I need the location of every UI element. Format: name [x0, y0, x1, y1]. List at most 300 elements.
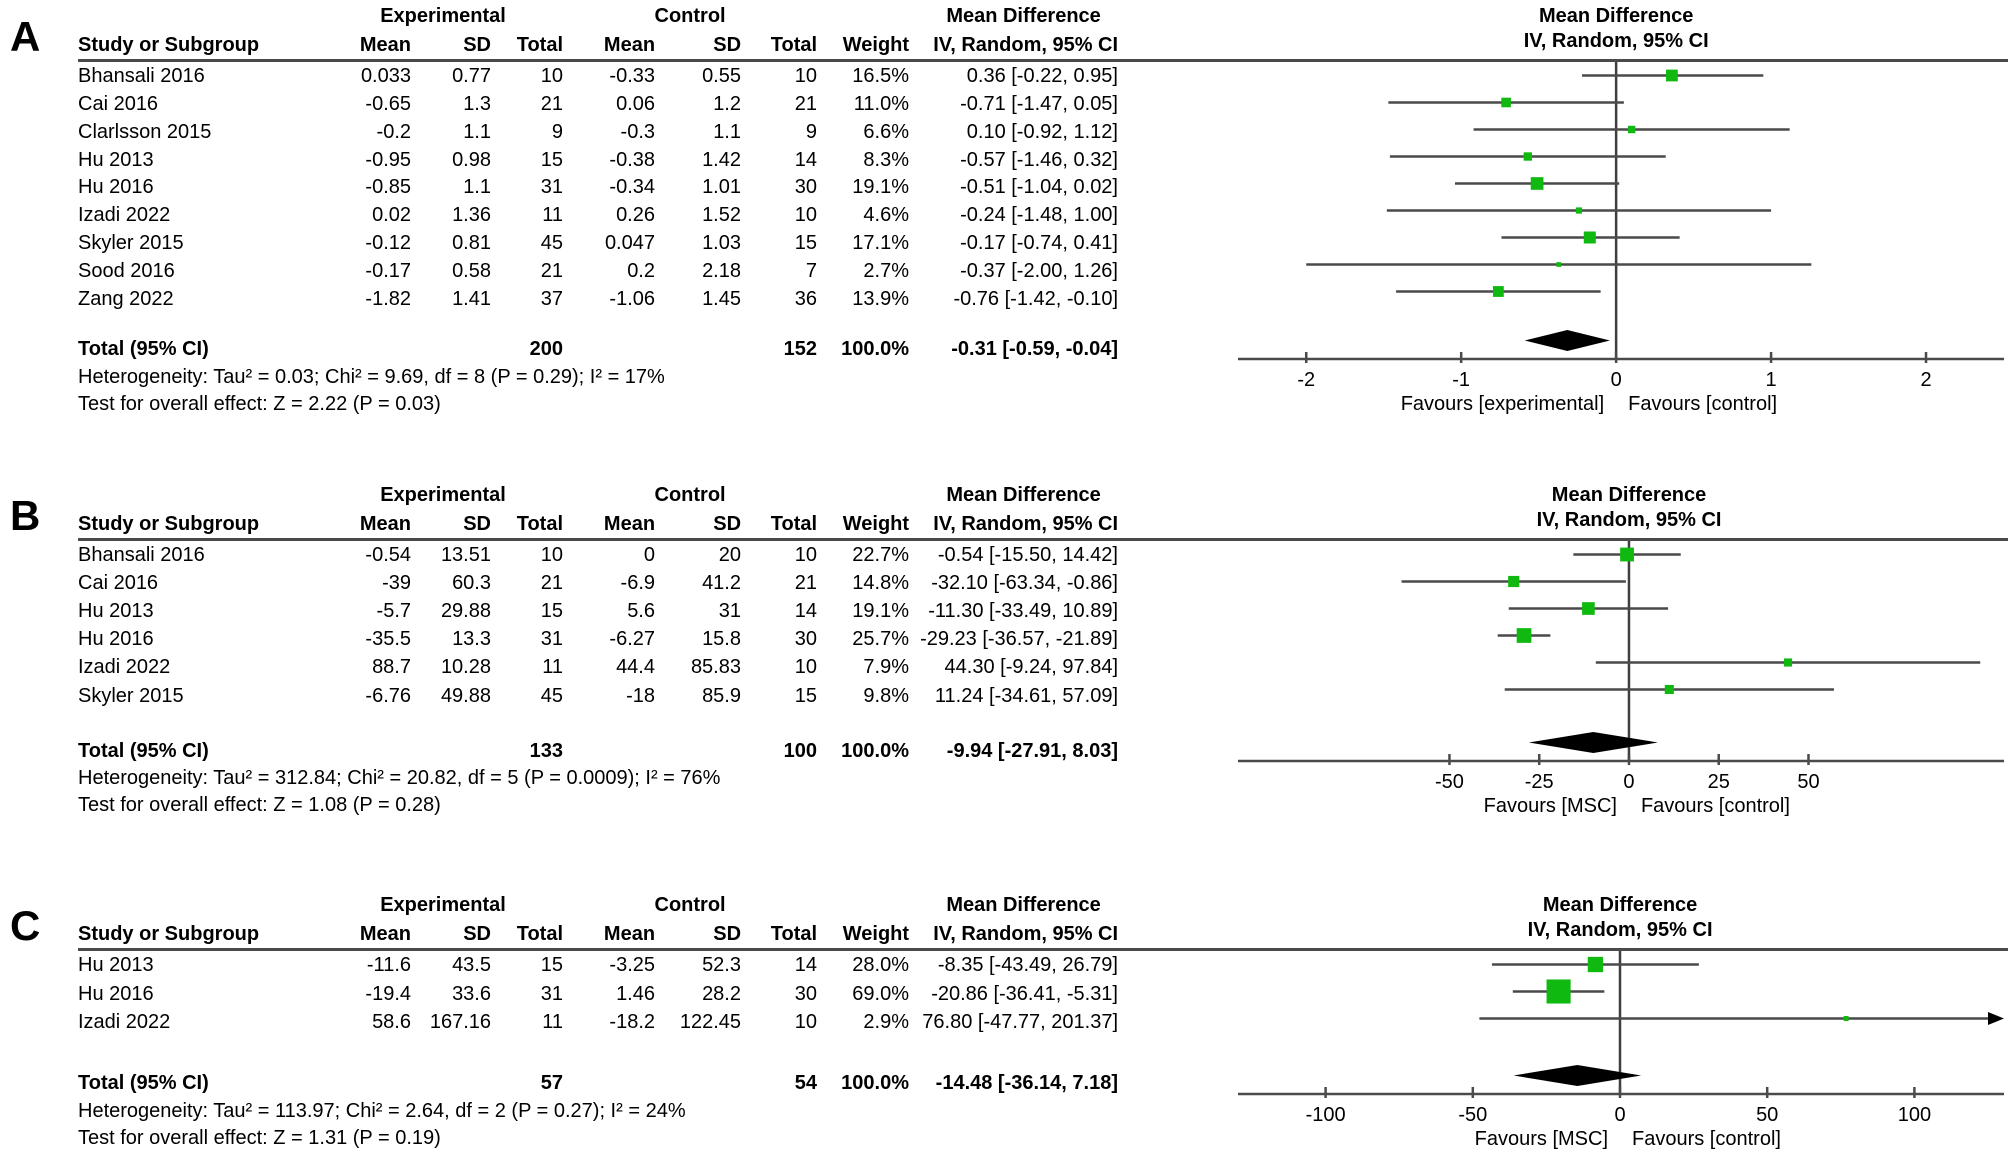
cell-ctrl-total: 30: [794, 628, 817, 651]
col-header-exp-sd: SD: [463, 33, 491, 56]
cell-ctrl-sd: [655, 737, 741, 765]
cell-exp-sd: 33.6: [452, 982, 491, 1005]
study-row: [78, 980, 1238, 1009]
cell-ctrl-sd: 1.42: [702, 148, 741, 171]
cell-ctrl-total: 36: [794, 287, 817, 310]
favours-right-label: Favours [control]: [1628, 393, 1778, 415]
cell-exp-mean: [323, 1068, 411, 1097]
heterogeneity-note: Heterogeneity: Tau² = 0.03; Chi² = 9.69, df = 8 (P = 0.29); I² = 17%: [78, 365, 665, 388]
forest-plot-c: [1238, 951, 2008, 1152]
cell-weight: 19.1%: [852, 176, 909, 199]
study-name: Hu 2013: [78, 600, 154, 623]
cell-ctrl-sd: 28.2: [702, 982, 741, 1005]
cell-exp-mean: -11.6: [366, 954, 411, 977]
cell-weight: 8.3%: [863, 148, 909, 171]
plot-row: [1396, 286, 1601, 297]
col-header-exp-mean: Mean: [359, 512, 411, 535]
col-header-exp-mean: Mean: [359, 922, 411, 945]
cell-ctrl-mean: -0.3: [620, 120, 655, 143]
cell-exp-mean: -0.54: [365, 544, 411, 567]
cell-exp-total: 31: [540, 176, 563, 199]
col-header-ctrl-total: Total: [770, 33, 818, 56]
cell-exp-total: 9: [551, 120, 563, 143]
cell-ci: -0.24 [-1.48, 1.00]: [960, 204, 1118, 227]
col-header-ctrl-sd: SD: [713, 922, 742, 945]
cell-exp-mean: -5.7: [376, 600, 411, 623]
cell-ctrl-total: 10: [794, 1011, 817, 1034]
study-name: Hu 2013: [78, 148, 154, 171]
total-diamond: [1514, 1065, 1642, 1086]
col-header-exp-mean: Mean: [359, 33, 411, 56]
cell-ctrl-sd: 41.2: [702, 572, 741, 595]
study-row: [78, 90, 1238, 118]
axis-tick-label: 50: [1797, 771, 1820, 793]
plot-row: [1306, 262, 1811, 267]
plot-area: [1238, 951, 2008, 1152]
panel-header: [78, 481, 2008, 541]
axis-tick-label: 1: [1765, 369, 1777, 391]
axis-tick-label: -100: [1305, 1104, 1346, 1126]
study-table-header: [78, 2, 1238, 59]
col-header-ctrl-mean: Mean: [603, 922, 656, 945]
cell-weight: 14.8%: [852, 572, 909, 595]
cell-exp-sd: 1.36: [452, 204, 491, 227]
col-header-ctrl-total: Total: [770, 512, 818, 535]
study-row: [78, 682, 1238, 710]
column-header-row: [78, 920, 1238, 949]
panel-a: [0, 2, 2008, 417]
favours-left-label: Favours [MSC]: [1474, 1128, 1608, 1150]
favours-right-label: Favours [control]: [1632, 1128, 1781, 1150]
mean-marker: [1582, 602, 1595, 615]
spacer-row: [78, 710, 1238, 737]
plot-title-line1: Mean Difference: [1551, 484, 1707, 506]
mean-marker: [1556, 262, 1561, 267]
study-table: [78, 541, 1238, 819]
study-name: Hu 2016: [78, 982, 154, 1005]
cell-ctrl-sd: 1.45: [702, 287, 741, 310]
cell-weight: 16.5%: [852, 64, 909, 87]
mean-marker: [1493, 286, 1504, 297]
study-name: Clarlsson 2015: [78, 120, 212, 143]
cell-exp-total: 11: [542, 656, 563, 679]
group-header-spacer: [78, 2, 323, 31]
cell-ci: 76.80 [-47.77, 201.37]: [922, 1011, 1118, 1034]
cell-ci: -9.94 [-27.91, 8.03]: [946, 739, 1118, 762]
plot-title-line1: Mean Difference: [1538, 5, 1694, 27]
cell-exp-total: 21: [540, 572, 563, 595]
cell-ctrl-total: 9: [805, 120, 817, 143]
cell-ctrl-sd: [655, 1068, 741, 1097]
cell-ctrl-mean: -0.34: [609, 176, 655, 199]
mean-marker: [1620, 548, 1634, 562]
study-name: Hu 2016: [78, 628, 154, 651]
cell-exp-sd: 0.81: [452, 232, 491, 255]
axis-tick-label: 0: [1610, 369, 1622, 391]
col-header-ctrl-sd: SD: [713, 33, 742, 56]
heterogeneity-row: [78, 363, 1238, 390]
mean-marker: [1501, 98, 1511, 108]
cell-exp-total: 200: [529, 338, 563, 361]
cell-ctrl-total: 21: [794, 92, 817, 115]
column-header-row: [78, 510, 1238, 539]
study-name: Sood 2016: [78, 259, 175, 282]
cell-ci: 0.10 [-0.92, 1.12]: [966, 120, 1118, 143]
cell-ctrl-mean: 1.46: [616, 982, 655, 1005]
total-row: [78, 335, 1238, 363]
cell-ctrl-mean: 0: [643, 544, 655, 567]
cell-exp-total: 31: [540, 982, 563, 1005]
plot-row: [1474, 126, 1790, 133]
study-row: [78, 541, 1238, 569]
cell-exp-mean: -35.5: [365, 628, 411, 651]
cell-ci: -32.10 [-63.34, -0.86]: [931, 572, 1118, 595]
cell-exp-total: 21: [540, 259, 563, 282]
cell-ctrl-total: 10: [794, 544, 817, 567]
cell-ctrl-mean: [563, 1068, 655, 1097]
study-name: Skyler 2015: [78, 684, 184, 707]
plot-row: [1387, 207, 1771, 213]
cell-exp-sd: 13.51: [440, 544, 491, 567]
cell-exp-mean: -1.82: [365, 287, 411, 310]
group-header-spacer: [817, 891, 909, 920]
cell-exp-sd: 43.5: [452, 954, 491, 977]
heterogeneity-note: Heterogeneity: Tau² = 312.84; Chi² = 20.82, df = 5 (P = 0.0009); I² = 76%: [78, 767, 721, 790]
overall-effect-note: Test for overall effect: Z = 1.31 (P = 0.19): [78, 1127, 441, 1150]
cell-ctrl-mean: 0.047: [604, 232, 655, 255]
cell-ctrl-mean: -6.9: [620, 572, 655, 595]
cell-exp-mean: -0.85: [365, 176, 411, 199]
overall-effect-row: [78, 1124, 1238, 1152]
cell-exp-sd: 1.41: [452, 287, 491, 310]
total-diamond: [1529, 732, 1658, 753]
plot-title-line2: IV, Random, 95% CI: [1523, 30, 1709, 52]
cell-ctrl-mean: -1.06: [609, 287, 655, 310]
plot-row: [1582, 70, 1763, 82]
col-header-ci: IV, Random, 95% CI: [933, 922, 1119, 945]
cell-ctrl-sd: 31: [718, 600, 741, 623]
cell-ci: 11.24 [-34.61, 57.09]: [934, 684, 1118, 707]
cell-ci: -0.76 [-1.42, -0.10]: [953, 287, 1118, 310]
cell-exp-total: 10: [540, 544, 563, 567]
cell-weight: 13.9%: [852, 287, 909, 310]
forest-plot-a: [1238, 62, 2008, 417]
cell-exp-total: 31: [540, 628, 563, 651]
cell-ctrl-mean: -0.38: [609, 148, 655, 171]
mean-marker: [1784, 658, 1792, 666]
heterogeneity-row: [78, 765, 1238, 792]
cell-ctrl-sd: 1.01: [702, 176, 741, 199]
spacer-row: [78, 313, 1238, 336]
cell-ci: -14.48 [-36.14, 7.18]: [935, 1071, 1118, 1094]
study-name: Bhansali 2016: [78, 64, 205, 87]
col-header-ci: IV, Random, 95% CI: [933, 33, 1119, 56]
panel-content: [78, 891, 2008, 1152]
study-name: Hu 2016: [78, 176, 154, 199]
panel-header: [78, 2, 2008, 62]
cell-weight: 69.0%: [852, 982, 909, 1005]
panel-c: [0, 891, 2008, 1152]
plot-row: [1505, 685, 1834, 694]
cell-ctrl-mean: 0.26: [616, 204, 655, 227]
cell-ctrl-sd: 52.3: [702, 954, 741, 977]
cell-ctrl-total: 15: [794, 232, 817, 255]
axis-tick-label: 25: [1707, 771, 1730, 793]
study-table-header: [78, 481, 1238, 538]
group-header-control: Control: [654, 484, 726, 507]
forest-plot-figure: [0, 2, 2008, 1152]
cell-ctrl-total: 14: [794, 954, 817, 977]
group-header-experimental: Experimental: [380, 484, 506, 507]
col-header-weight: Weight: [842, 33, 910, 56]
col-header-ci: IV, Random, 95% CI: [933, 512, 1119, 535]
total-label: Total (95% CI): [78, 739, 209, 762]
study-row: [78, 201, 1238, 229]
group-header-row: [78, 2, 1238, 31]
overall-effect-row: [78, 792, 1238, 819]
cell-exp-mean: 58.6: [372, 1011, 411, 1034]
cell-exp-total: 37: [540, 287, 563, 310]
cell-ctrl-total: 100: [783, 739, 817, 762]
total-label: Total (95% CI): [78, 1071, 209, 1094]
cell-exp-sd: 60.3: [452, 572, 491, 595]
cell-exp-mean: -0.65: [365, 92, 411, 115]
axis-tick-label: -50: [1435, 771, 1464, 793]
group-header-row: [78, 891, 1238, 920]
cell-ci: -0.51 [-1.04, 0.02]: [960, 176, 1118, 199]
axis-tick-label: 0: [1614, 1104, 1626, 1126]
plot-row: [1596, 658, 1980, 666]
study-row: [78, 257, 1238, 285]
panel-content: [78, 481, 2008, 819]
study-name: Cai 2016: [78, 92, 159, 115]
cell-exp-mean: [323, 335, 411, 363]
study-row: [78, 569, 1238, 597]
plot-title-line2: IV, Random, 95% CI: [1536, 509, 1722, 531]
plot-row: [1509, 602, 1668, 615]
group-header-spacer: [817, 2, 909, 31]
cell-ctrl-mean: 0.2: [627, 259, 655, 282]
cell-exp-mean: [323, 737, 411, 765]
panel-content: [78, 2, 2008, 417]
col-header-ctrl-mean: Mean: [603, 512, 656, 535]
cell-exp-sd: 0.98: [452, 148, 491, 171]
cell-ci: -0.17 [-0.74, 0.41]: [960, 232, 1118, 255]
study-table: [78, 951, 1238, 1152]
cell-ctrl-mean: -18.2: [609, 1011, 655, 1034]
cell-ctrl-total: 30: [794, 176, 817, 199]
cell-ci: -0.71 [-1.47, 0.05]: [960, 92, 1118, 115]
cell-ctrl-sd: 1.03: [702, 232, 741, 255]
study-name: Bhansali 2016: [78, 544, 205, 567]
plot-title: [1537, 483, 1722, 533]
axis-tick-label: 50: [1756, 1104, 1779, 1126]
cell-exp-sd: 0.58: [452, 259, 491, 282]
plot-header: [1238, 481, 2008, 538]
panel-letter: B: [10, 492, 41, 539]
axis-tick-label: -2: [1297, 369, 1316, 391]
panel-body: [78, 541, 2008, 819]
cell-ctrl-mean: 5.6: [627, 600, 655, 623]
cell-ctrl-mean: -0.33: [609, 64, 655, 87]
cell-weight: 28.0%: [852, 954, 909, 977]
study-row: [78, 118, 1238, 146]
cell-ci: -0.37 [-2.00, 1.26]: [960, 259, 1118, 282]
group-header-spacer: [817, 481, 909, 510]
plot-title-line1: Mean Difference: [1542, 894, 1698, 916]
study-name: Izadi 2022: [78, 204, 171, 227]
study-row: [78, 625, 1238, 653]
col-header-exp-total: Total: [516, 512, 564, 535]
cell-exp-mean: -0.12: [365, 232, 411, 255]
mean-marker: [1665, 685, 1674, 694]
axis-tick-label: -1: [1452, 369, 1471, 391]
total-label: Total (95% CI): [78, 338, 209, 361]
cell-exp-mean: -39: [382, 572, 411, 595]
study-row: [78, 597, 1238, 625]
col-header-ctrl-mean: Mean: [603, 33, 656, 56]
study-row: [78, 951, 1238, 980]
study-name: Cai 2016: [78, 572, 159, 595]
cell-exp-total: 15: [540, 148, 563, 171]
heterogeneity-row: [78, 1097, 1238, 1125]
plot-title: [1524, 4, 1709, 54]
overall-effect-note: Test for overall effect: Z = 1.08 (P = 0.28): [78, 794, 441, 817]
cell-ctrl-sd: 85.9: [702, 684, 741, 707]
plot-area: [1238, 62, 2008, 417]
column-header-row: [78, 31, 1238, 60]
forest-plot-b: [1238, 541, 2008, 819]
cell-ctrl-total: 30: [794, 982, 817, 1005]
mean-marker: [1584, 232, 1596, 244]
col-header-exp-total: Total: [516, 33, 564, 56]
cell-ctrl-sd: 1.2: [713, 92, 741, 115]
group-header-row: [78, 481, 1238, 510]
cell-exp-sd: 29.88: [440, 600, 491, 623]
axis-tick-label: -50: [1458, 1104, 1488, 1126]
cell-ci: 0.36 [-0.22, 0.95]: [966, 64, 1118, 87]
plot-row: [1390, 152, 1666, 160]
group-header-effect: Mean Difference: [946, 894, 1101, 917]
plot-area: [1238, 541, 2008, 819]
cell-ctrl-mean: -18: [626, 684, 655, 707]
group-header-spacer: [78, 481, 323, 510]
cell-ctrl-sd: 20: [718, 544, 741, 567]
cell-exp-mean: -19.4: [365, 982, 411, 1005]
col-header-ctrl-total: Total: [770, 922, 818, 945]
panel-body: [78, 951, 2008, 1152]
cell-exp-mean: -0.95: [365, 148, 411, 171]
mean-marker: [1547, 979, 1571, 1003]
plot-row: [1479, 1012, 2004, 1025]
study-row: [78, 62, 1238, 90]
total-diamond: [1525, 330, 1610, 351]
cell-ci: -0.31 [-0.59, -0.04]: [951, 338, 1118, 361]
cell-weight: 17.1%: [852, 232, 909, 255]
cell-exp-mean: -6.76: [365, 684, 411, 707]
overall-effect-row: [78, 390, 1238, 417]
mean-marker: [1508, 576, 1519, 587]
group-header-spacer: [78, 891, 323, 920]
cell-weight: 4.6%: [863, 204, 909, 227]
cell-ctrl-total: 54: [794, 1071, 817, 1094]
cell-ctrl-mean: 44.4: [616, 656, 655, 679]
cell-weight: 7.9%: [863, 656, 909, 679]
study-table: [78, 62, 1238, 417]
cell-exp-total: 45: [540, 684, 563, 707]
cell-ctrl-mean: 0.06: [616, 92, 655, 115]
cell-ci: -29.23 [-36.57, -21.89]: [920, 628, 1118, 651]
col-header-exp-total: Total: [516, 922, 564, 945]
plot-header: [1238, 891, 2008, 948]
cell-ctrl-sd: 1.52: [702, 204, 741, 227]
cell-weight: 2.7%: [863, 259, 909, 282]
cell-ctrl-total: 10: [794, 64, 817, 87]
cell-exp-sd: 1.1: [463, 176, 491, 199]
mean-marker: [1517, 628, 1532, 643]
cell-exp-total: 45: [540, 232, 563, 255]
plot-row: [1573, 548, 1680, 562]
plot-row: [1388, 98, 1624, 108]
study-row: [78, 146, 1238, 174]
plot-row: [1402, 576, 1626, 587]
cell-ci: -0.54 [-15.50, 14.42]: [937, 544, 1118, 567]
cell-exp-mean: 0.033: [360, 64, 411, 87]
total-row: [78, 1068, 1238, 1097]
cell-ci: -8.35 [-43.49, 26.79]: [937, 954, 1118, 977]
cell-ctrl-total: 15: [794, 684, 817, 707]
cell-ctrl-mean: [563, 737, 655, 765]
panel-body: [78, 62, 2008, 417]
mean-marker: [1666, 70, 1678, 82]
plot-row: [1501, 232, 1679, 244]
cell-ci: 44.30 [-9.24, 97.84]: [944, 656, 1118, 679]
cell-ctrl-total: 152: [783, 338, 817, 361]
spacer-row: [78, 1037, 1238, 1069]
col-header-study: Study or Subgroup: [78, 33, 260, 56]
axis-tick-label: 100: [1897, 1104, 1932, 1126]
study-name: Izadi 2022: [78, 656, 171, 679]
heterogeneity-note: Heterogeneity: Tau² = 113.97; Chi² = 2.64, df = 2 (P = 0.27); I² = 24%: [78, 1099, 686, 1122]
cell-ctrl-mean: [563, 335, 655, 363]
study-row: [78, 1008, 1238, 1037]
plot-title: [1528, 893, 1713, 943]
cell-ci: -11.30 [-33.49, 10.89]: [928, 600, 1118, 623]
cell-weight: 2.9%: [863, 1011, 909, 1034]
mean-marker: [1628, 126, 1635, 133]
cell-weight: 22.7%: [852, 544, 909, 567]
study-name: Izadi 2022: [78, 1011, 171, 1034]
cell-ctrl-sd: 85.83: [690, 656, 741, 679]
col-header-study: Study or Subgroup: [78, 922, 260, 945]
cell-exp-total: 10: [540, 64, 563, 87]
cell-ctrl-sd: 1.1: [713, 120, 741, 143]
cell-exp-total: 15: [540, 954, 563, 977]
col-header-ctrl-sd: SD: [713, 512, 742, 535]
group-header-control: Control: [654, 5, 726, 28]
col-header-exp-sd: SD: [463, 512, 491, 535]
cell-exp-sd: 10.28: [440, 656, 491, 679]
cell-exp-total: 11: [542, 1011, 563, 1034]
mean-marker: [1524, 152, 1532, 160]
cell-weight: 100.0%: [841, 1071, 909, 1094]
mean-marker: [1844, 1016, 1849, 1021]
axis-tick-label: 2: [1920, 369, 1932, 391]
study-name: Hu 2013: [78, 954, 154, 977]
col-header-exp-sd: SD: [463, 922, 491, 945]
cell-ctrl-sd: 15.8: [702, 628, 741, 651]
cell-exp-total: 11: [542, 204, 563, 227]
